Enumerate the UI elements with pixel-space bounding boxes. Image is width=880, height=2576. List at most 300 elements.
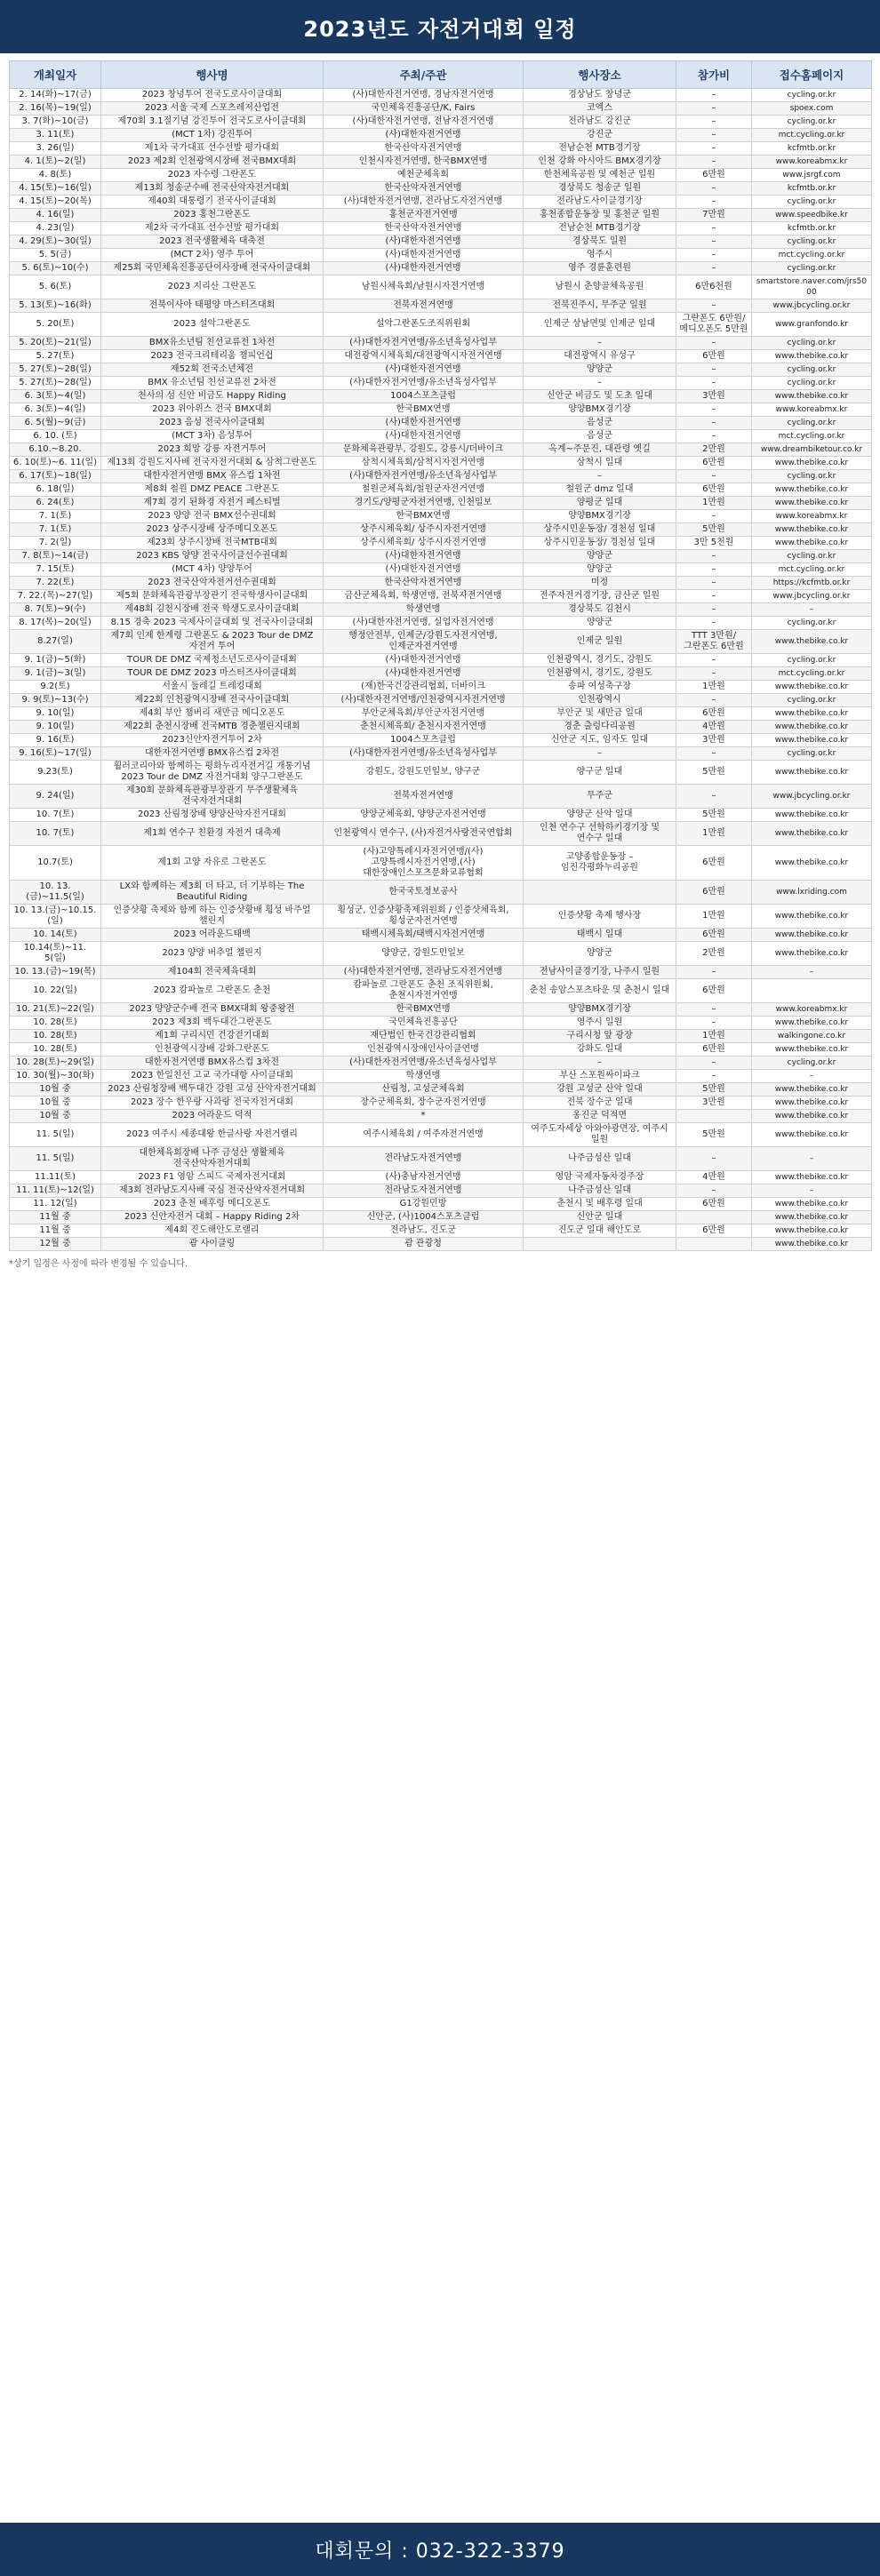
- fee-cell: –: [676, 654, 752, 667]
- host-cell: 산림청, 고성군체육회: [324, 1083, 524, 1097]
- host-cell: 인천광역시장애인사이클연맹: [324, 1043, 524, 1057]
- fee-cell: 2만원: [676, 443, 752, 457]
- date-cell: 4. 15(토)~16(일): [10, 182, 101, 195]
- venue-cell: 경상남도 창녕군: [524, 89, 676, 102]
- date-cell: 7. 8(토)~14(금): [10, 550, 101, 563]
- date-cell: 6. 17(토)~18(일): [10, 470, 101, 483]
- date-cell: 7. 1(토): [10, 510, 101, 523]
- date-cell: 12월 중: [10, 1238, 101, 1251]
- event-cell: 2023 양양 전국 BMX선수권대회: [101, 510, 324, 523]
- event-cell: BMX 유소년팀 친선교류전 2차전: [101, 377, 324, 390]
- host-cell: 상주시체육회/ 상주시자전거연맹: [324, 537, 524, 550]
- venue-cell: 음성군: [524, 417, 676, 430]
- table-row: [10, 681, 872, 694]
- event-cell: 인증샷황 축제와 함께 하는 인증샷황배 횡성 바주얼 챌린지: [101, 905, 324, 929]
- event-cell: 8.15 경축 2023 국제사이클대회 및 전국사이클대회: [101, 617, 324, 630]
- fee-cell: 4만원: [676, 721, 752, 734]
- event-cell: 2023 어라운드태백: [101, 929, 324, 942]
- table-row: [10, 483, 872, 497]
- date-cell: 6.10.~8.20.: [10, 443, 101, 457]
- host-cell: 인천광역시 연수구, (사)자전거사랑전국연합회: [324, 822, 524, 846]
- website-cell: www.thebike.co.kr: [752, 1238, 872, 1251]
- venue-cell: 태백시 일대: [524, 929, 676, 942]
- fee-cell: 6만원: [676, 1043, 752, 1057]
- host-cell: (사)대한자전거연맹: [324, 550, 524, 563]
- venue-cell: 춘천 송암스포츠타운 및 춘천시 일대: [524, 979, 676, 1003]
- table-row: [10, 537, 872, 550]
- event-cell: 천사의 섬 신안 비금도 Happy Riding: [101, 390, 324, 403]
- fee-cell: –: [676, 470, 752, 483]
- host-cell: (사)대한자전거연맹: [324, 667, 524, 681]
- fee-cell: –: [676, 430, 752, 443]
- date-cell: 10. 7(토): [10, 822, 101, 846]
- fee-cell: –: [676, 1017, 752, 1030]
- date-cell: 11. 5(일): [10, 1123, 101, 1147]
- event-cell: 괌 사이클링: [101, 1238, 324, 1251]
- venue-cell: 경상북도 김천시: [524, 603, 676, 617]
- event-cell: 2023 KBS 양양 전국사이클선수권대회: [101, 550, 324, 563]
- fee-cell: –: [676, 603, 752, 617]
- venue-cell: 인천 강화 아시아드 BMX경기장: [524, 156, 676, 169]
- website-cell: mct.cycling.or.kr: [752, 430, 872, 443]
- fee-cell: 6만원: [676, 979, 752, 1003]
- host-cell: (사)대한자전거연맹: [324, 235, 524, 249]
- event-cell: 제2차 국가대표 선수선발 평가대회: [101, 222, 324, 235]
- event-cell: 서울시 둘레길 트레킹대회: [101, 681, 324, 694]
- table-row: [10, 617, 872, 630]
- table-row: [10, 417, 872, 430]
- venue-cell: 양구군 일대: [524, 761, 676, 785]
- venue-cell: 상주시민운동장/ 경천섬 일대: [524, 523, 676, 537]
- table-row: [10, 337, 872, 350]
- fee-cell: –: [676, 299, 752, 313]
- fee-cell: –: [676, 195, 752, 209]
- website-cell: cycling.or.kr: [752, 550, 872, 563]
- event-cell: 2023 전국산악자전거선수권대회: [101, 577, 324, 590]
- date-cell: 8. 17(목)~20(일): [10, 617, 101, 630]
- event-cell: 2023 음성 전국사이클대회: [101, 417, 324, 430]
- date-cell: 4. 23(일): [10, 222, 101, 235]
- website-cell: www.thebike.co.kr: [752, 497, 872, 510]
- table-row: [10, 209, 872, 222]
- event-cell: 2023 여주시 세종대왕 한글사랑 자전거랠리: [101, 1123, 324, 1147]
- event-cell: 2023 서울 국제 스포츠레저산업전: [101, 102, 324, 116]
- date-cell: 9. 10(일): [10, 721, 101, 734]
- date-cell: 2. 16(목)~19(일): [10, 102, 101, 116]
- table-row: [10, 577, 872, 590]
- venue-cell: 구리시청 앞 광장: [524, 1030, 676, 1043]
- date-cell: 7. 15(토): [10, 563, 101, 577]
- event-cell: 제13회 청송군수배 전국산악자전거대회: [101, 182, 324, 195]
- fee-cell: 6만원: [676, 350, 752, 363]
- website-cell: www.thebike.co.kr: [752, 537, 872, 550]
- host-cell: (사)대한자전거연맹/유소년육성사업부: [324, 377, 524, 390]
- website-cell: cycling.or.kr: [752, 116, 872, 129]
- event-cell: 제13회 강원도지사배 전국자전거대회 & 삼척그란폰도: [101, 457, 324, 470]
- venue-cell: 고양종합운동장 – 임진각평화누리공원: [524, 846, 676, 881]
- website-cell: –: [752, 1070, 872, 1083]
- table-row: [10, 1070, 872, 1083]
- table-row: [10, 747, 872, 761]
- website-cell: www.thebike.co.kr: [752, 707, 872, 721]
- date-cell: 10. 28(토)~29(일): [10, 1057, 101, 1070]
- fee-cell: 1만원: [676, 1030, 752, 1043]
- fee-cell: [676, 1238, 752, 1251]
- fee-cell: 3만원: [676, 390, 752, 403]
- date-cell: 9. 9(토)~13(수): [10, 694, 101, 707]
- website-cell: spoex.com: [752, 102, 872, 116]
- website-cell: www.thebike.co.kr: [752, 1097, 872, 1110]
- table-row: [10, 654, 872, 667]
- website-cell: –: [752, 966, 872, 979]
- website-cell: www.thebike.co.kr: [752, 822, 872, 846]
- fee-cell: 6만원: [676, 1198, 752, 1211]
- website-cell: cycling.or.kr: [752, 195, 872, 209]
- event-cell: 인천광역시장배 강화그란폰도: [101, 1043, 324, 1057]
- venue-cell: 인제군 상남면및 인제군 일대: [524, 313, 676, 337]
- website-cell: cycling.or.kr: [752, 363, 872, 377]
- event-cell: TOUR DE DMZ 2023 마스터즈사이클대회: [101, 667, 324, 681]
- host-cell: 한국BMX연맹: [324, 403, 524, 417]
- venue-cell: 양양군 산악 일대: [524, 809, 676, 822]
- host-cell: (사)대한자전거연맹: [324, 249, 524, 262]
- event-cell: 제22회 춘천시장배 전국MTB 경춘챌린지대회: [101, 721, 324, 734]
- host-cell: (사)대한자전거연맹/유소년육성사업부: [324, 337, 524, 350]
- date-cell: 10.7(토): [10, 846, 101, 881]
- fee-cell: –: [676, 550, 752, 563]
- fee-cell: –: [676, 577, 752, 590]
- host-cell: 예천군체육회: [324, 169, 524, 182]
- fee-cell: 6만원: [676, 483, 752, 497]
- venue-cell: –: [524, 337, 676, 350]
- venue-cell: 부산 스포원싸이파크: [524, 1070, 676, 1083]
- venue-cell: 경상북도 청송군 일원: [524, 182, 676, 195]
- host-cell: (사)대한자전거연맹/인천광역시자전거연맹: [324, 694, 524, 707]
- venue-cell: 전주자전거경기장, 금산군 일원: [524, 590, 676, 603]
- venue-cell: 송파 여성축구장: [524, 681, 676, 694]
- website-cell: www.thebike.co.kr: [752, 523, 872, 537]
- date-cell: 9.23(토): [10, 761, 101, 785]
- column-header-date: 개최일자: [10, 61, 101, 89]
- venue-cell: 전남순천 MTB경기장: [524, 142, 676, 156]
- event-cell: 2023 희망 강릉 자전거투어: [101, 443, 324, 457]
- event-cell: 대한자전거연맹 BMX유스컵 3차전: [101, 1057, 324, 1070]
- event-cell: 2023 캄파놀로 그란폰도 춘천: [101, 979, 324, 1003]
- fee-cell: TTT 3만원/그란폰도 6만원: [676, 630, 752, 654]
- venue-cell: 삼척시 일대: [524, 457, 676, 470]
- host-cell: 한국산악자전거연맹: [324, 142, 524, 156]
- fee-cell: –: [676, 249, 752, 262]
- host-cell: (사)고양특례시자전거연맹/(사)고양특례시자전거연맹,(사)대한장애인스포츠문화교류협회: [324, 846, 524, 881]
- website-cell: www.thebike.co.kr: [752, 681, 872, 694]
- website-cell: mct.cycling.or.kr: [752, 129, 872, 142]
- date-cell: 4. 8(토): [10, 169, 101, 182]
- host-cell: (사)대한자전거연맹/유소년육성사업부: [324, 470, 524, 483]
- event-cell: (MCT 3차) 음성투어: [101, 430, 324, 443]
- date-cell: 4. 29(토)~30(일): [10, 235, 101, 249]
- fee-cell: 5만원: [676, 761, 752, 785]
- host-cell: 괌 관광청: [324, 1238, 524, 1251]
- table-row: [10, 979, 872, 1003]
- date-cell: 10. 30(월)~30(화): [10, 1070, 101, 1083]
- host-cell: 남원시체육회/남원시자전거연맹: [324, 275, 524, 299]
- table-row: [10, 1198, 872, 1211]
- venue-cell: –: [524, 1057, 676, 1070]
- fee-cell: 3만원: [676, 734, 752, 747]
- venue-cell: 영암 국제자동차경주장: [524, 1171, 676, 1184]
- website-cell: www.thebike.co.kr: [752, 942, 872, 966]
- date-cell: 3. 7(화)~10(금): [10, 116, 101, 129]
- host-cell: *: [324, 1110, 524, 1123]
- table-row: [10, 249, 872, 262]
- event-cell: 대한체육회장배 나주 금성산 생활체육 전국산악자전거대회: [101, 1147, 324, 1171]
- fee-cell: –: [676, 966, 752, 979]
- host-cell: (사)대한자전거연맹: [324, 417, 524, 430]
- host-cell: 장수군체육회, 장수군자전거연맹: [324, 1097, 524, 1110]
- event-cell: TOUR DE DMZ 국제청소년도로사이클대회: [101, 654, 324, 667]
- website-cell: www.jbcycling.or.kr: [752, 299, 872, 313]
- host-cell: 1004스포츠클럽: [324, 734, 524, 747]
- date-cell: 11. 12(일): [10, 1198, 101, 1211]
- host-cell: 학생연맹: [324, 603, 524, 617]
- website-cell: cycling.or.kr: [752, 89, 872, 102]
- host-cell: 한국산악자전거연맹: [324, 182, 524, 195]
- fee-cell: 6만원: [676, 929, 752, 942]
- table-row: [10, 222, 872, 235]
- venue-cell: 인증샷황 축제 행사장: [524, 905, 676, 929]
- fee-cell: –: [676, 1147, 752, 1171]
- event-cell: 2023 창녕투어 전국도로사이클대회: [101, 89, 324, 102]
- host-cell: 홍천군자전거연맹: [324, 209, 524, 222]
- date-cell: 5. 27(토)~28(일): [10, 377, 101, 390]
- venue-cell: 무주군: [524, 785, 676, 809]
- website-cell: www.koreabmx.kr: [752, 403, 872, 417]
- website-cell: www.koreabmx.kr: [752, 510, 872, 523]
- table-row: [10, 761, 872, 785]
- website-cell: cycling.or.kr: [752, 262, 872, 275]
- host-cell: (사)대한자전거연맹/유소년육성사업부: [324, 1057, 524, 1070]
- table-row: [10, 1043, 872, 1057]
- date-cell: 4. 1(토)~2(일): [10, 156, 101, 169]
- host-cell: 횡성군, 인증샷황축제위원회 / 인증샷체육회, 횡성군자전거연맹: [324, 905, 524, 929]
- date-cell: 10월 중: [10, 1110, 101, 1123]
- date-cell: 6. 24(토): [10, 497, 101, 510]
- date-cell: 5. 20(토)~21(일): [10, 337, 101, 350]
- table-row: [10, 299, 872, 313]
- venue-cell: 춘천시 및 배후령 일대: [524, 1198, 676, 1211]
- host-cell: 한국BMX연맹: [324, 510, 524, 523]
- website-cell: cycling.or.kr: [752, 470, 872, 483]
- table-row: [10, 966, 872, 979]
- table-row: [10, 169, 872, 182]
- website-cell: www.koreabmx.kr: [752, 156, 872, 169]
- table-row: [10, 142, 872, 156]
- venue-cell: 나주금성산 일대: [524, 1184, 676, 1198]
- event-cell: 제7회 경기 된화경 자전거 페스티벌: [101, 497, 324, 510]
- website-cell: cycling.or.kr: [752, 417, 872, 430]
- table-row: [10, 822, 872, 846]
- website-cell: www.thebike.co.kr: [752, 483, 872, 497]
- date-cell: 3. 11(토): [10, 129, 101, 142]
- event-cell: 2023 양양군수배 전국 BMX대회 왕중왕전: [101, 1003, 324, 1017]
- table-row: [10, 694, 872, 707]
- website-cell: –: [752, 603, 872, 617]
- table-row: [10, 550, 872, 563]
- website-cell: cycling.or.kr: [752, 747, 872, 761]
- host-cell: 전라남도자전거연맹: [324, 1184, 524, 1198]
- date-cell: 3. 26(일): [10, 142, 101, 156]
- table-row: [10, 603, 872, 617]
- website-cell: –: [752, 1184, 872, 1198]
- fee-cell: 2만원: [676, 942, 752, 966]
- venue-cell: 양양군: [524, 942, 676, 966]
- fee-cell: –: [676, 785, 752, 809]
- event-cell: 제22회 인천광역시장배 전국사이클대회: [101, 694, 324, 707]
- footnote: *상기 일정은 사정에 따라 변경될 수 있습니다.: [9, 1259, 188, 1269]
- venue-cell: 전북 장수군 일대: [524, 1097, 676, 1110]
- fee-cell: 5만원: [676, 1083, 752, 1097]
- event-cell: 제23회 상주시장배 전국MTB대회: [101, 537, 324, 550]
- venue-cell: 양양군: [524, 617, 676, 630]
- venue-cell: 영주시 일원: [524, 1017, 676, 1030]
- date-cell: 8. 7(토)~9(수): [10, 603, 101, 617]
- fee-cell: –: [676, 590, 752, 603]
- venue-cell: 신안군 일대: [524, 1211, 676, 1224]
- table-row: [10, 905, 872, 929]
- fee-cell: –: [676, 89, 752, 102]
- event-cell: BMX유소년팀 친선교류전 1차전: [101, 337, 324, 350]
- host-cell: 국민체육진흥공단/K, Fairs: [324, 102, 524, 116]
- table-row: [10, 1097, 872, 1110]
- table-row: [10, 195, 872, 209]
- website-cell: www.thebike.co.kr: [752, 721, 872, 734]
- venue-cell: 코엑스: [524, 102, 676, 116]
- host-cell: 춘천시체육회/ 춘천시자전거연맹: [324, 721, 524, 734]
- table-row: [10, 881, 872, 905]
- fee-cell: –: [676, 363, 752, 377]
- fee-cell: 6만원: [676, 169, 752, 182]
- event-cell: 제40회 대통령기 전국사이클대회: [101, 195, 324, 209]
- venue-cell: 경상북도 일원: [524, 235, 676, 249]
- date-cell: 5. 5(금): [10, 249, 101, 262]
- website-cell: www.jbcycling.or.kr: [752, 590, 872, 603]
- fee-cell: –: [676, 337, 752, 350]
- date-cell: 10. 21(토)~22(일): [10, 1003, 101, 1017]
- website-cell: cycling.or.kr: [752, 694, 872, 707]
- host-cell: 전북자전거연맹: [324, 785, 524, 809]
- fee-cell: 7만원: [676, 209, 752, 222]
- table-row: [10, 235, 872, 249]
- fee-cell: –: [676, 156, 752, 169]
- fee-cell: 1만원: [676, 905, 752, 929]
- venue-cell: [524, 881, 676, 905]
- venue-cell: 전남사이클경기장, 나주시 일원: [524, 966, 676, 979]
- event-cell: 제104회 전국체육대회: [101, 966, 324, 979]
- host-cell: 전라남도, 진도군: [324, 1224, 524, 1238]
- host-cell: (사)대한자전거연맹: [324, 363, 524, 377]
- venue-cell: 강원 고성군 산악 일대: [524, 1083, 676, 1097]
- fee-cell: –: [676, 403, 752, 417]
- venue-cell: 부안군 및 새만금 일대: [524, 707, 676, 721]
- table-row: [10, 116, 872, 129]
- page-title: 2023년도 자전거대회 일정: [303, 16, 577, 42]
- website-cell: www.jbcycling.or.kr: [752, 785, 872, 809]
- fee-cell: –: [676, 563, 752, 577]
- table-row: [10, 497, 872, 510]
- fee-cell: 6만원: [676, 1224, 752, 1238]
- event-cell: 제30회 문화체육관광부장관기 무주생활체육 전국자전거대회: [101, 785, 324, 809]
- table-row: [10, 1123, 872, 1147]
- date-cell: 10. 14(토): [10, 929, 101, 942]
- website-cell: www.thebike.co.kr: [752, 630, 872, 654]
- event-cell: 2023 설악그란폰도: [101, 313, 324, 337]
- date-cell: 10월 중: [10, 1097, 101, 1110]
- venue-cell: 양양BMX경기장: [524, 403, 676, 417]
- table-row: [10, 1057, 872, 1070]
- fee-cell: [676, 1211, 752, 1224]
- website-cell: [752, 979, 872, 1003]
- venue-cell: 미정: [524, 577, 676, 590]
- host-cell: (사)대한자전거연맹, 전남자전거연맹: [324, 116, 524, 129]
- website-cell: www.thebike.co.kr: [752, 1043, 872, 1057]
- website-cell: www.jsrgf.com: [752, 169, 872, 182]
- table-row: [10, 929, 872, 942]
- venue-cell: 인천광역시: [524, 694, 676, 707]
- header-row: [10, 61, 872, 89]
- fee-cell: –: [676, 1070, 752, 1083]
- event-cell: 제1회 고양 자유로 그란폰도: [101, 846, 324, 881]
- venue-cell: 양평군 일대: [524, 497, 676, 510]
- host-cell: 부안군체육회/부안군자전거연맹: [324, 707, 524, 721]
- fee-cell: 5만원: [676, 809, 752, 822]
- event-cell: 2023 제2회 인천광역시장배 전국BMX대회: [101, 156, 324, 169]
- date-cell: 10월 중: [10, 1083, 101, 1097]
- table-row: [10, 363, 872, 377]
- website-cell: www.thebike.co.kr: [752, 390, 872, 403]
- venue-cell: 옹진군 덕적면: [524, 1110, 676, 1123]
- venue-cell: 신안군 비금도 및 도초 일대: [524, 390, 676, 403]
- table-row: [10, 403, 872, 417]
- venue-cell: 상주시민운동장/ 경천섬 일대: [524, 537, 676, 550]
- column-header-host: 주최/주관: [324, 61, 524, 89]
- venue-cell: 인제군 일원: [524, 630, 676, 654]
- fee-cell: –: [676, 235, 752, 249]
- website-cell: www.thebike.co.kr: [752, 350, 872, 363]
- host-cell: (사)대한자전거연맹, 실업자전거연맹: [324, 617, 524, 630]
- website-cell: www.thebike.co.kr: [752, 1171, 872, 1184]
- table-row: [10, 1147, 872, 1171]
- fee-cell: 6만원: [676, 881, 752, 905]
- table-row: [10, 510, 872, 523]
- date-cell: 6. 10(토)~6. 11(일): [10, 457, 101, 470]
- date-cell: 11. 11(토)~12(일): [10, 1184, 101, 1198]
- table-row: [10, 377, 872, 390]
- date-cell: 9. 16(토): [10, 734, 101, 747]
- event-cell: (MCT 1차) 강진투어: [101, 129, 324, 142]
- venue-cell: 양양군: [524, 550, 676, 563]
- event-cell: 2023신안자전거투어 2차: [101, 734, 324, 747]
- website-cell: www.thebike.co.kr: [752, 761, 872, 785]
- website-cell: www.lxriding.com: [752, 881, 872, 905]
- fee-cell: 6만6천원: [676, 275, 752, 299]
- date-cell: 6. 18(일): [10, 483, 101, 497]
- event-cell: 2023 전국생활체육 대축전: [101, 235, 324, 249]
- host-cell: 양양군, 강원도민일보: [324, 942, 524, 966]
- page-header: [0, 0, 880, 53]
- website-cell: cycling.or.kr: [752, 617, 872, 630]
- website-cell: www.thebike.co.kr: [752, 1224, 872, 1238]
- fee-cell: –: [676, 417, 752, 430]
